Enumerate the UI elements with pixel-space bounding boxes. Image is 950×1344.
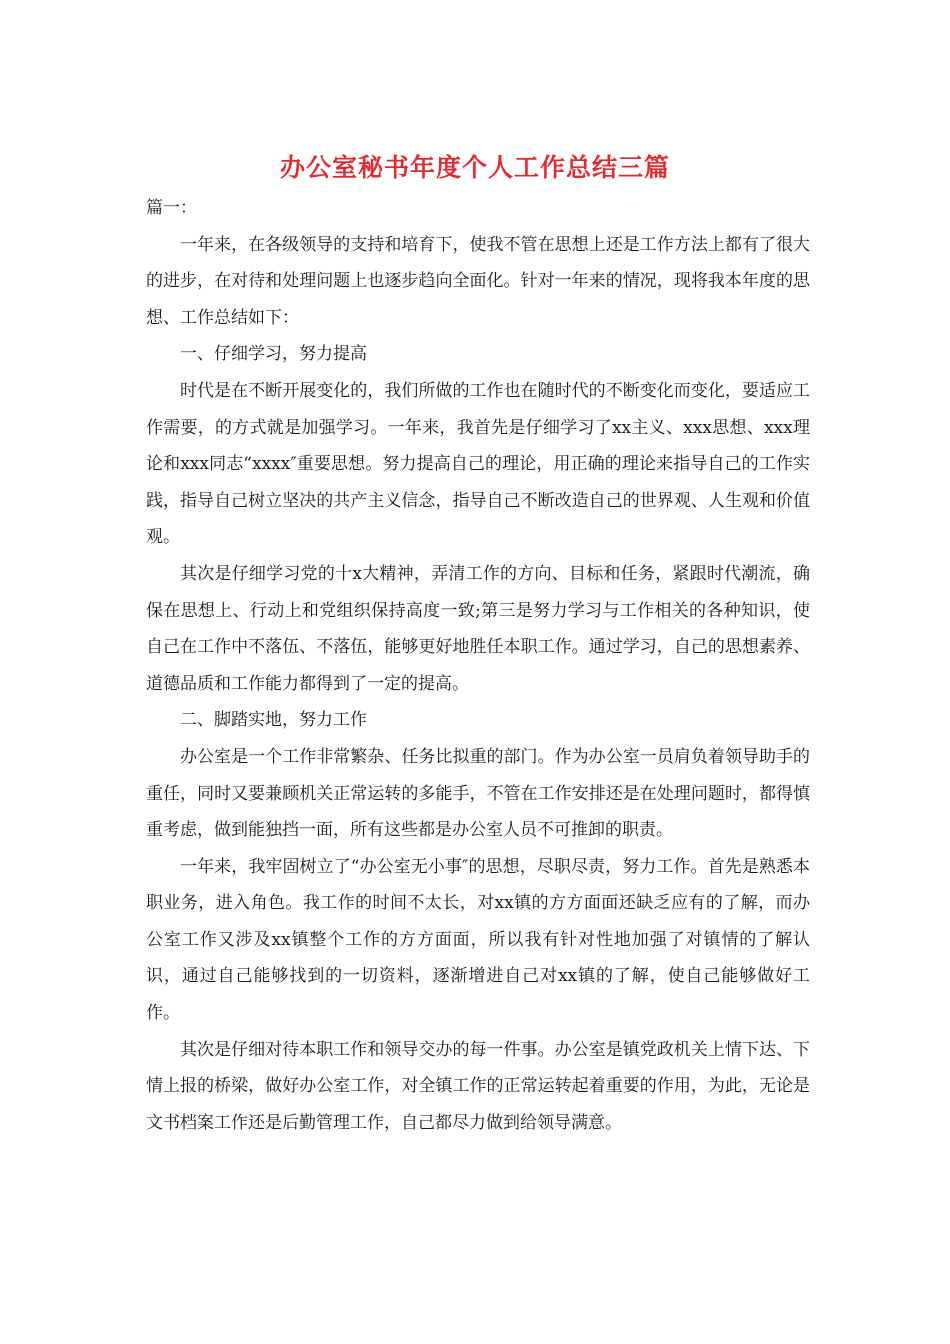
paragraph: 一年来，在各级领导的支持和培育下，使我不管在思想上还是工作方法上都有了很大的进步，在对待和处理问题上也逐步趋向全面化。针对一年来的情况，现将我本年度的思想、工作总结如下： (146, 234, 810, 328)
section-heading: 一、仔细学习，努力提高 (180, 344, 367, 365)
section-heading: 二、脚踏实地，努力工作 (180, 710, 367, 731)
document-title: 办公室秘书年度个人工作总结三篇 (279, 153, 670, 182)
paragraph: 一年来，我牢固树立了“办公室无小事″的思想，尽职尽责，努力工作。首先是熟悉本职业务，进入角色。我工作的时间不太长，对xx镇的方方面面还缺乏应有的了解，而办公室工作又涉及xx镇整个工作的方方面面，所以我有针对性地加强了对镇情的了解认识，通过自己能够找到的一切资料，逐渐增进自己对xx镇的了解，使自己能够做好工作。 (146, 856, 810, 1024)
paragraph: 其次是仔细对待本职工作和领导交办的每一件事。办公室是镇党政机关上情下达、下情上报的桥梁，做好办公室工作，对全镇工作的正常运转起着重要的作用，为此，无论是文书档案工作还是后勤管理工作，自己都尽力做到给领导满意。 (146, 1039, 810, 1133)
document-body (146, 190, 810, 1141)
paragraph: 时代是在不断开展变化的，我们所做的工作也在随时代的不断变化而变化，要适应工作需要，的方式就是加强学习。一年来，我首先是仔细学习了xx主义、xxx思想、xxx理论和xxx同志“xxxx″重要思想。努力提高自己的理论，用正确的理论来指导自己的工作实践，指导自己树立坚决的共产主义信念，指导自己不断改造自己的世界观、人生观和价值观。 (146, 380, 810, 548)
section-label: 篇一： (146, 198, 197, 218)
paragraph: 其次是仔细学习党的十x大精神，弄清工作的方向、目标和任务，紧跟时代潮流，确保在思想上、行动上和党组织保持高度一致;第三是努力学习与工作相关的各种知识，使自己在工作中不落伍、不落伍，能够更好地胜任本职工作。通过学习，自己的思想素养、道德品质和工作能力都得到了一定的提高。 (146, 563, 810, 694)
paragraph: 办公室是一个工作非常繁杂、任务比拟重的部门。作为办公室一员肩负着领导助手的重任，同时又要兼顾机关正常运转的多能手，不管在工作安排还是在处理问题时，都得慎重考虑，做到能独挡一面，所有这些都是办公室人员不可推卸的职责。 (146, 746, 810, 841)
